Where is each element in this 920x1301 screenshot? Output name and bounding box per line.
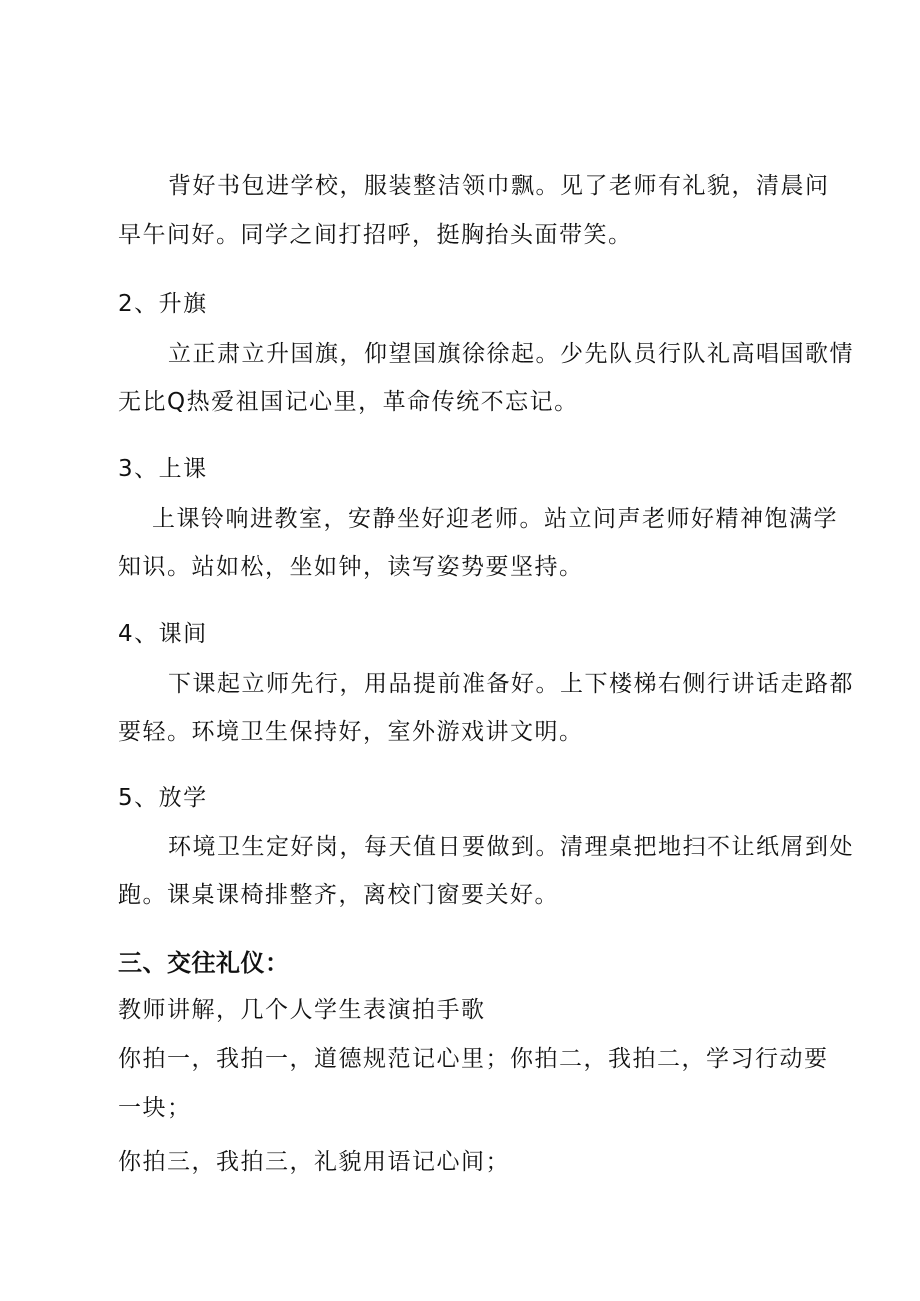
recess-line-2: 要轻。环境卫生保持好，室外游戏讲文明。 bbox=[118, 719, 584, 745]
intro-line-1: 背好书包进学校，服装整洁领巾飘。见了老师有礼貌，清晨问 bbox=[168, 173, 830, 199]
dismissal-line-1: 环境卫生定好岗，每天值日要做到。清理桌把地扫不让纸屑到处 bbox=[168, 834, 854, 860]
etiquette-heading: 三、交往礼仪： bbox=[118, 949, 290, 977]
dismissal-heading: 5、放学 bbox=[118, 785, 208, 811]
etiquette-line-4: 你拍三，我拍三，礼貌用语记心间； bbox=[118, 1149, 510, 1175]
flag-line-2: 无比Q热爱祖国记心里，革命传统不忘记。 bbox=[118, 389, 579, 415]
class-heading: 3、上课 bbox=[118, 456, 208, 482]
flag-line-1: 立正肃立升国旗，仰望国旗徐徐起。少先队员行队礼高唱国歌情 bbox=[168, 341, 854, 367]
etiquette-line-3: 一块； bbox=[118, 1095, 192, 1121]
dismissal-line-2: 跑。课桌课椅排整齐，离校门窗要关好。 bbox=[118, 882, 559, 908]
class-line-2: 知识。站如松，坐如钟，读写姿势要坚持。 bbox=[118, 554, 584, 580]
class-line-1: 上课铃响进教室，安静坐好迎老师。站立问声老师好精神饱满学 bbox=[152, 506, 838, 532]
recess-heading: 4、课间 bbox=[118, 621, 208, 647]
flag-heading: 2、升旗 bbox=[118, 291, 208, 317]
intro-line-2: 早午问好。同学之间打招呼，挺胸抬头面带笑。 bbox=[118, 222, 633, 248]
etiquette-line-1: 教师讲解，几个人学生表演拍手歌 bbox=[118, 997, 486, 1023]
recess-line-1: 下课起立师先行，用品提前准备好。上下楼梯右侧行讲话走路都 bbox=[168, 671, 854, 697]
etiquette-line-2: 你拍一，我拍一，道德规范记心里；你拍二，我拍二，学习行动要 bbox=[118, 1046, 829, 1072]
